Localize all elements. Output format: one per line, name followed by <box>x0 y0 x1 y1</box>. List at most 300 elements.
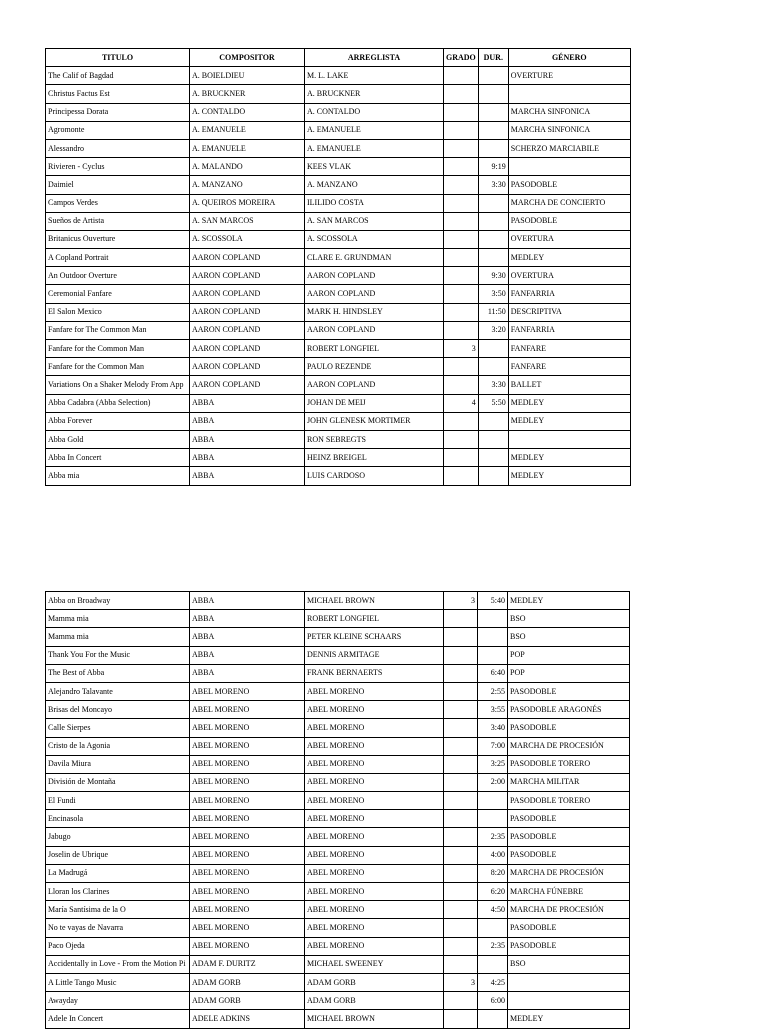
cell-dur: 3:40 <box>478 719 508 737</box>
cell-arreglista: ILILIDO COSTA <box>305 194 444 212</box>
cell-grado <box>444 682 478 700</box>
cell-titulo: Abba In Concert <box>46 449 190 467</box>
cell-titulo: Britanicus Ouverture <box>46 230 190 248</box>
cell-compositor: ABBA <box>190 430 305 448</box>
cell-titulo: Agromonte <box>46 121 190 139</box>
cell-compositor: ABBA <box>190 412 305 430</box>
cell-grado: 3 <box>444 340 479 358</box>
cell-titulo: Principessa Dorata <box>46 103 190 121</box>
cell-grado <box>444 303 479 321</box>
cell-genero: PASODOBLE <box>508 212 630 230</box>
cell-dur: 9:19 <box>478 158 508 176</box>
cell-compositor: ABEL MORENO <box>190 792 305 810</box>
header-genero: GÉNERO <box>508 49 630 67</box>
cell-titulo: María Santísima de la O <box>46 901 190 919</box>
cell-dur <box>478 139 508 157</box>
cell-grado: 4 <box>444 394 479 412</box>
cell-titulo: Mamma mia <box>46 628 190 646</box>
music-catalog-table-2 <box>45 591 630 1029</box>
cell-grado <box>444 230 479 248</box>
cell-compositor: AARON COPLAND <box>190 340 305 358</box>
cell-titulo: Abba Forever <box>46 412 190 430</box>
cell-grado: 3 <box>444 973 478 991</box>
cell-grado <box>444 846 478 864</box>
cell-compositor: A. MANZANO <box>190 176 305 194</box>
cell-arreglista: ROBERT LONGFIEL <box>305 610 444 628</box>
cell-dur: 3:30 <box>478 376 508 394</box>
cell-dur: 3:55 <box>478 701 508 719</box>
cell-titulo: Alejandro Talavante <box>46 682 190 700</box>
cell-genero: MEDLEY <box>508 467 630 485</box>
cell-titulo: Abba Cadabra (Abba Selection) <box>46 394 190 412</box>
cell-grado <box>444 737 478 755</box>
cell-grado <box>444 810 478 828</box>
cell-compositor: ABEL MORENO <box>190 701 305 719</box>
table-row <box>46 67 631 85</box>
cell-dur <box>478 212 508 230</box>
cell-compositor: ABEL MORENO <box>190 828 305 846</box>
cell-genero <box>508 992 630 1010</box>
cell-arreglista: FRANK BERNAERTS <box>305 664 444 682</box>
table-row <box>46 737 630 755</box>
cell-titulo: Awayday <box>46 992 190 1010</box>
cell-titulo: Rivieren - Cyclus <box>46 158 190 176</box>
cell-compositor: AARON COPLAND <box>190 303 305 321</box>
table-row <box>46 340 631 358</box>
cell-genero: MARCHA DE PROCESIÓN <box>508 864 630 882</box>
cell-compositor: ABBA <box>190 592 305 610</box>
cell-titulo: Ceremonial Fanfare <box>46 285 190 303</box>
cell-titulo: Variations On a Shaker Melody From App <box>46 376 190 394</box>
cell-titulo: Sueños de Artista <box>46 212 190 230</box>
cell-grado <box>444 646 478 664</box>
cell-arreglista: JOHN GLENESK MORTIMER <box>305 412 444 430</box>
cell-grado <box>444 249 479 267</box>
cell-genero: PASODOBLE <box>508 719 630 737</box>
table-row <box>46 321 631 339</box>
cell-arreglista: MICHAEL SWEENEY <box>305 955 444 973</box>
table-2-body <box>46 592 630 1029</box>
cell-genero: BSO <box>508 628 630 646</box>
cell-grado <box>444 267 479 285</box>
cell-grado <box>444 176 479 194</box>
cell-dur <box>478 628 508 646</box>
cell-genero <box>508 430 630 448</box>
table-header-row <box>46 49 631 67</box>
cell-dur <box>478 955 508 973</box>
cell-dur: 6:00 <box>478 992 508 1010</box>
table-row <box>46 719 630 737</box>
cell-genero: BSO <box>508 955 630 973</box>
cell-arreglista: LUIS CARDOSO <box>305 467 444 485</box>
header-titulo: TITULO <box>46 49 190 67</box>
table-row <box>46 901 630 919</box>
cell-dur <box>478 1010 508 1028</box>
table-row <box>46 773 630 791</box>
cell-arreglista: ABEL MORENO <box>305 828 444 846</box>
cell-arreglista: MARK H. HINDSLEY <box>305 303 444 321</box>
cell-grado <box>444 212 479 230</box>
cell-genero: PASODOBLE <box>508 919 630 937</box>
cell-arreglista: ABEL MORENO <box>305 773 444 791</box>
cell-titulo: Brisas del Moncayo <box>46 701 190 719</box>
cell-grado <box>444 701 478 719</box>
table-row <box>46 828 630 846</box>
table-row <box>46 430 631 448</box>
cell-dur <box>478 810 508 828</box>
cell-arreglista: ABEL MORENO <box>305 701 444 719</box>
cell-compositor: A. BOIELDIEU <box>190 67 305 85</box>
cell-dur <box>478 230 508 248</box>
cell-compositor: A. SCOSSOLA <box>190 230 305 248</box>
cell-genero <box>508 158 630 176</box>
cell-genero: OVERTURA <box>508 267 630 285</box>
cell-arreglista: ABEL MORENO <box>305 901 444 919</box>
cell-arreglista: CLARE E. GRUNDMAN <box>305 249 444 267</box>
cell-dur: 2:55 <box>478 682 508 700</box>
cell-compositor: ABBA <box>190 664 305 682</box>
cell-grado <box>444 628 478 646</box>
table-row <box>46 610 630 628</box>
cell-arreglista: AARON COPLAND <box>305 285 444 303</box>
cell-genero: PASODOBLE <box>508 828 630 846</box>
cell-genero: FANFARRIA <box>508 285 630 303</box>
cell-compositor: A. EMANUELE <box>190 121 305 139</box>
cell-genero <box>508 85 630 103</box>
cell-titulo: Cristo de la Agonia <box>46 737 190 755</box>
cell-grado <box>444 121 479 139</box>
cell-arreglista: ABEL MORENO <box>305 846 444 864</box>
cell-compositor: ADAM F. DURITZ <box>190 955 305 973</box>
cell-arreglista: KEES VLAK <box>305 158 444 176</box>
cell-dur: 9:30 <box>478 267 508 285</box>
cell-arreglista: DENNIS ARMITAGE <box>305 646 444 664</box>
cell-genero <box>508 973 630 991</box>
cell-grado <box>444 358 479 376</box>
header-arreglista: ARREGLISTA <box>305 49 444 67</box>
table-1-body <box>46 67 631 485</box>
cell-dur <box>478 467 508 485</box>
cell-compositor: ABEL MORENO <box>190 937 305 955</box>
cell-arreglista: ABEL MORENO <box>305 682 444 700</box>
cell-dur: 8:20 <box>478 864 508 882</box>
table-row <box>46 249 631 267</box>
cell-genero: MARCHA FÚNEBRE <box>508 883 630 901</box>
table-row <box>46 267 631 285</box>
cell-compositor: ADAM GORB <box>190 992 305 1010</box>
cell-genero: FANFARRIA <box>508 321 630 339</box>
table-row <box>46 139 631 157</box>
cell-titulo: A Little Tango Music <box>46 973 190 991</box>
table-row <box>46 701 630 719</box>
cell-grado <box>444 412 479 430</box>
cell-genero: MARCHA SINFONICA <box>508 121 630 139</box>
cell-compositor: AARON COPLAND <box>190 358 305 376</box>
cell-titulo: Christus Factus Est <box>46 85 190 103</box>
cell-arreglista: ROBERT LONGFIEL <box>305 340 444 358</box>
cell-grado <box>444 919 478 937</box>
cell-titulo: Fanfare for the Common Man <box>46 340 190 358</box>
cell-genero: MARCHA DE CONCIERTO <box>508 194 630 212</box>
cell-compositor: A. BRUCKNER <box>190 85 305 103</box>
cell-arreglista: AARON COPLAND <box>305 321 444 339</box>
cell-genero: PASODOBLE ARAGONÉS <box>508 701 630 719</box>
cell-arreglista: JOHAN DE MEIJ <box>305 394 444 412</box>
cell-compositor: AARON COPLAND <box>190 285 305 303</box>
cell-dur: 4:00 <box>478 846 508 864</box>
header-dur: DUR. <box>478 49 508 67</box>
cell-dur: 2:35 <box>478 937 508 955</box>
cell-arreglista: A. EMANUELE <box>305 139 444 157</box>
cell-arreglista: MICHAEL BROWN <box>305 592 444 610</box>
cell-arreglista: ABEL MORENO <box>305 810 444 828</box>
cell-dur: 4:50 <box>478 901 508 919</box>
cell-compositor: AARON COPLAND <box>190 321 305 339</box>
cell-titulo: The Calif of Bagdad <box>46 67 190 85</box>
table-row <box>46 358 631 376</box>
table-row <box>46 682 630 700</box>
cell-genero: OVERTURA <box>508 230 630 248</box>
cell-titulo: Mamma mia <box>46 610 190 628</box>
cell-arreglista: RON SEBREGTS <box>305 430 444 448</box>
cell-genero: MEDLEY <box>508 394 630 412</box>
cell-compositor: A. QUEIROS MOREIRA <box>190 194 305 212</box>
cell-compositor: ABBA <box>190 628 305 646</box>
cell-dur <box>478 610 508 628</box>
cell-grado <box>444 937 478 955</box>
cell-genero: PASODOBLE <box>508 937 630 955</box>
cell-dur <box>478 85 508 103</box>
cell-grado <box>444 664 478 682</box>
cell-grado <box>444 467 479 485</box>
cell-compositor: ADELE ADKINS <box>190 1010 305 1028</box>
cell-titulo: Davila Miura <box>46 755 190 773</box>
cell-compositor: ABEL MORENO <box>190 846 305 864</box>
cell-arreglista: A. CONTALDO <box>305 103 444 121</box>
cell-dur <box>478 67 508 85</box>
header-compositor: COMPOSITOR <box>190 49 305 67</box>
cell-dur: 11:50 <box>478 303 508 321</box>
cell-titulo: No te vayas de Navarra <box>46 919 190 937</box>
table-row <box>46 792 630 810</box>
table-row <box>46 864 630 882</box>
cell-genero: POP <box>508 646 630 664</box>
cell-grado <box>444 285 479 303</box>
cell-dur <box>478 194 508 212</box>
cell-titulo: Joselin de Ubrique <box>46 846 190 864</box>
cell-compositor: AARON COPLAND <box>190 267 305 285</box>
music-catalog-table-1 <box>45 48 631 486</box>
cell-arreglista: HEINZ BREIGEL <box>305 449 444 467</box>
cell-genero: SCHERZO MARCIABILE <box>508 139 630 157</box>
cell-titulo: Abba on Broadway <box>46 592 190 610</box>
cell-titulo: El Salon Mexico <box>46 303 190 321</box>
cell-dur: 4:25 <box>478 973 508 991</box>
cell-grado <box>444 864 478 882</box>
cell-compositor: ABEL MORENO <box>190 737 305 755</box>
cell-compositor: ABEL MORENO <box>190 810 305 828</box>
cell-genero: OVERTURE <box>508 67 630 85</box>
cell-grado <box>444 901 478 919</box>
cell-grado <box>444 883 478 901</box>
cell-compositor: ABEL MORENO <box>190 901 305 919</box>
cell-dur: 3:25 <box>478 755 508 773</box>
header-grado: GRADO <box>444 49 479 67</box>
cell-titulo: Accidentally in Love - From the Motion Pi <box>46 955 190 973</box>
cell-compositor: A. EMANUELE <box>190 139 305 157</box>
cell-grado <box>444 610 478 628</box>
cell-genero: MARCHA SINFONICA <box>508 103 630 121</box>
cell-arreglista: A. BRUCKNER <box>305 85 444 103</box>
cell-grado: 3 <box>444 592 478 610</box>
cell-grado <box>444 321 479 339</box>
cell-grado <box>444 828 478 846</box>
cell-grado <box>444 719 478 737</box>
cell-grado <box>444 992 478 1010</box>
cell-dur: 3:30 <box>478 176 508 194</box>
cell-arreglista: ABEL MORENO <box>305 864 444 882</box>
cell-dur: 6:20 <box>478 883 508 901</box>
cell-compositor: ABEL MORENO <box>190 883 305 901</box>
cell-grado <box>444 376 479 394</box>
cell-compositor: ABBA <box>190 646 305 664</box>
table-row <box>46 394 631 412</box>
cell-titulo: Calle Sierpes <box>46 719 190 737</box>
table-row <box>46 810 630 828</box>
cell-dur <box>478 340 508 358</box>
cell-genero: PASODOBLE TORERO <box>508 792 630 810</box>
cell-grado <box>444 158 479 176</box>
cell-dur <box>478 430 508 448</box>
cell-grado <box>444 773 478 791</box>
cell-genero: PASODOBLE <box>508 176 630 194</box>
cell-titulo: Fanfare for The Common Man <box>46 321 190 339</box>
cell-titulo: An Outdoor Overture <box>46 267 190 285</box>
cell-compositor: ABEL MORENO <box>190 755 305 773</box>
cell-compositor: ABBA <box>190 467 305 485</box>
cell-compositor: AARON COPLAND <box>190 376 305 394</box>
cell-titulo: División de Montaña <box>46 773 190 791</box>
cell-arreglista: ABEL MORENO <box>305 919 444 937</box>
cell-genero: BSO <box>508 610 630 628</box>
cell-genero: MARCHA MILITAR <box>508 773 630 791</box>
cell-genero: MEDLEY <box>508 412 630 430</box>
table-row <box>46 85 631 103</box>
cell-dur <box>478 646 508 664</box>
cell-dur: 6:40 <box>478 664 508 682</box>
table-row <box>46 194 631 212</box>
cell-compositor: A. CONTALDO <box>190 103 305 121</box>
table-row <box>46 646 630 664</box>
cell-arreglista: PAULO REZENDE <box>305 358 444 376</box>
cell-genero: MARCHA DE PROCESIÓN <box>508 737 630 755</box>
cell-genero: BALLET <box>508 376 630 394</box>
cell-arreglista: A. SAN MARCOS <box>305 212 444 230</box>
table-row <box>46 412 631 430</box>
cell-genero: PASODOBLE TORERO <box>508 755 630 773</box>
cell-grado <box>444 67 479 85</box>
cell-arreglista: ABEL MORENO <box>305 792 444 810</box>
cell-compositor: AARON COPLAND <box>190 249 305 267</box>
cell-arreglista: A. SCOSSOLA <box>305 230 444 248</box>
cell-dur <box>478 121 508 139</box>
cell-grado <box>444 430 479 448</box>
cell-titulo: Daimiel <box>46 176 190 194</box>
table-row <box>46 103 631 121</box>
cell-arreglista: ADAM GORB <box>305 992 444 1010</box>
table-row <box>46 303 631 321</box>
table-row <box>46 664 630 682</box>
cell-dur: 3:20 <box>478 321 508 339</box>
table-row <box>46 937 630 955</box>
cell-dur <box>478 103 508 121</box>
cell-compositor: ABBA <box>190 394 305 412</box>
cell-titulo: El Fundi <box>46 792 190 810</box>
cell-genero: PASODOBLE <box>508 810 630 828</box>
cell-grado <box>444 103 479 121</box>
cell-compositor: ABEL MORENO <box>190 864 305 882</box>
cell-genero: FANFARE <box>508 358 630 376</box>
cell-genero: MEDLEY <box>508 449 630 467</box>
table-row <box>46 467 631 485</box>
cell-genero: DESCRIPTIVA <box>508 303 630 321</box>
cell-dur <box>478 412 508 430</box>
cell-arreglista: AARON COPLAND <box>305 267 444 285</box>
table-row <box>46 212 631 230</box>
cell-titulo: Fanfare for the Common Man <box>46 358 190 376</box>
cell-titulo: Encinasola <box>46 810 190 828</box>
cell-grado <box>444 194 479 212</box>
cell-genero: POP <box>508 664 630 682</box>
cell-arreglista: A. MANZANO <box>305 176 444 194</box>
cell-titulo: Abba Gold <box>46 430 190 448</box>
cell-dur: 3:50 <box>478 285 508 303</box>
cell-titulo: Thank You For the Music <box>46 646 190 664</box>
cell-genero: MEDLEY <box>508 592 630 610</box>
cell-genero: MEDLEY <box>508 1010 630 1028</box>
cell-grado <box>444 85 479 103</box>
cell-dur <box>478 792 508 810</box>
table-row <box>46 883 630 901</box>
cell-arreglista: ABEL MORENO <box>305 737 444 755</box>
cell-compositor: ABEL MORENO <box>190 919 305 937</box>
cell-genero: MEDLEY <box>508 249 630 267</box>
cell-compositor: ABBA <box>190 449 305 467</box>
table-row <box>46 376 631 394</box>
cell-dur <box>478 358 508 376</box>
cell-arreglista: PETER KLEINE SCHAARS <box>305 628 444 646</box>
cell-dur: 5:50 <box>478 394 508 412</box>
cell-genero: PASODOBLE <box>508 846 630 864</box>
cell-dur <box>478 249 508 267</box>
cell-grado <box>444 955 478 973</box>
cell-arreglista: MICHAEL BROWN <box>305 1010 444 1028</box>
cell-genero: PASODOBLE <box>508 682 630 700</box>
cell-grado <box>444 449 479 467</box>
cell-grado <box>444 792 478 810</box>
cell-grado <box>444 755 478 773</box>
table-row <box>46 955 630 973</box>
cell-compositor: ADAM GORB <box>190 973 305 991</box>
cell-arreglista: ABEL MORENO <box>305 883 444 901</box>
cell-titulo: Paco Ojeda <box>46 937 190 955</box>
table-row <box>46 176 631 194</box>
cell-dur: 2:35 <box>478 828 508 846</box>
cell-genero: MARCHA DE PROCESIÓN <box>508 901 630 919</box>
cell-arreglista: ABEL MORENO <box>305 755 444 773</box>
cell-compositor: A. SAN MARCOS <box>190 212 305 230</box>
cell-titulo: Abba mia <box>46 467 190 485</box>
